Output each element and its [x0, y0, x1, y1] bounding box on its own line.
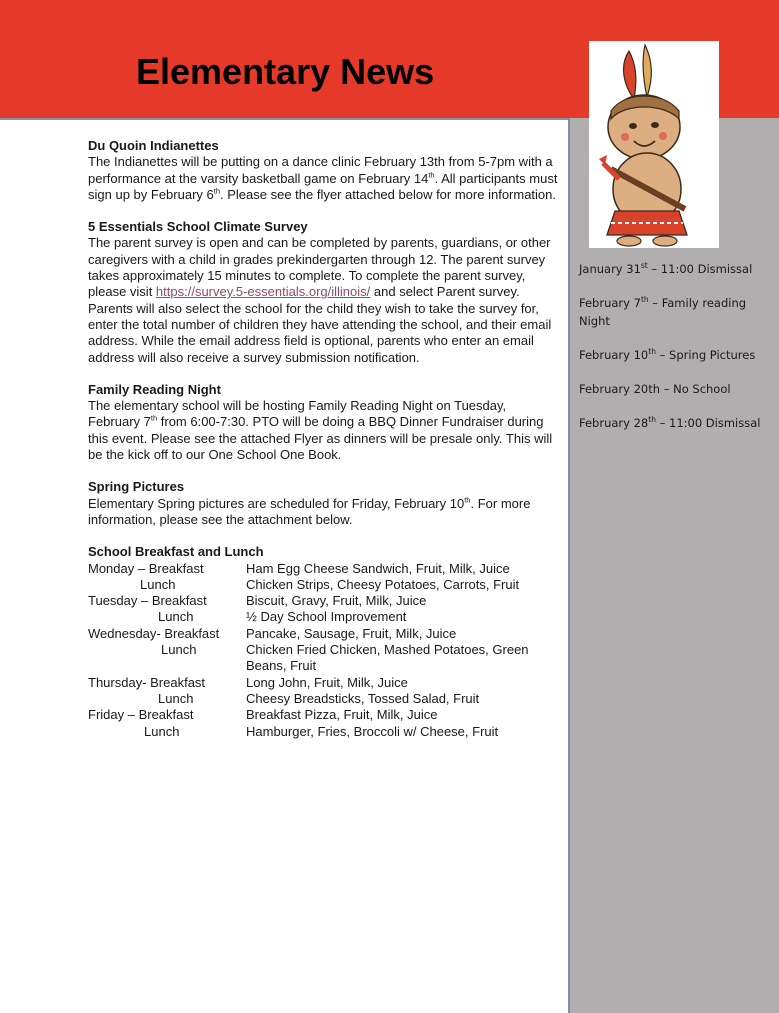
reading-night-section [88, 382, 558, 463]
survey-section [88, 219, 558, 366]
section-body: The Indianettes will be putting on a dance clinic February 13th from 5-7pm with a performance at the varsity basketball game on February 14th. All participants must sign up by February 6th. Please see the flyer attached below for more information. [88, 154, 558, 202]
events-list [579, 260, 769, 448]
event-item: February 20th – No School [579, 382, 731, 396]
section-heading: Spring Pictures [88, 479, 185, 495]
section-body: The elementary school will be hosting Family Reading Night on Tuesday, February 7th from 6:00-7:30. PTO will be doing a BBQ Dinner Fundraiser during this event. Please see the attached Flyer as dinners will be presale only. This will be the kick off to our One School One Book. [88, 398, 553, 463]
menu-row [88, 642, 558, 675]
menu-day-label: Lunch [158, 609, 194, 625]
section-heading: 5 Essentials School Climate Survey [88, 219, 308, 235]
header-divider [0, 118, 569, 120]
menu-section [88, 544, 558, 740]
menu-row [88, 724, 558, 740]
menu-row [88, 626, 558, 642]
sidebar [568, 118, 779, 1013]
menu-row [88, 609, 558, 625]
menu-food: Biscuit, Gravy, Fruit, Milk, Juice [246, 593, 427, 609]
menu-food: Long John, Fruit, Milk, Juice [246, 674, 408, 690]
menu-food: Chicken Fried Chicken, Mashed Potatoes, Green Beans, Fruit [246, 642, 529, 674]
menu-food: Pancake, Sausage, Fruit, Milk, Juice [246, 625, 457, 641]
survey-link[interactable]: https://survey.5-essentials.org/illinois/ [155, 284, 371, 300]
menu-row [88, 707, 558, 723]
menu-day-label: Tuesday – Breakfast [88, 593, 207, 609]
event-item: January 31st – 11:00 Dismissal [579, 261, 753, 276]
menu-row [88, 675, 558, 691]
menu-day-label: Lunch [158, 690, 194, 706]
menu-day-label: Monday – Breakfast [88, 560, 204, 576]
menu-day-label: Friday – Breakfast [88, 707, 194, 723]
event-item: February 28th – 11:00 Dismissal [579, 415, 761, 430]
section-body: The parent survey is open and can be completed by parents, guardians, or other caregivers with a child in grades prekindergarten through 12. The parent survey takes approximately 15 minutes to complete. To complete the parent survey, please visit https://survey.5-essentials.org/illinois/ and select Parent survey. Parents will also select the school for the child they wish to take the survey for, enter the total number of children they have attending the school, and their email address. While the email address field is optional, parents who enter an email address will also receive a survey submission notification. [88, 235, 552, 365]
mascot-image [589, 41, 719, 248]
main-content [88, 138, 558, 756]
menu-food: Hamburger, Fries, Broccoli w/ Cheese, Fruit [246, 723, 499, 739]
section-heading: School Breakfast and Lunch [88, 544, 264, 560]
menu-row [88, 561, 558, 577]
menu-food: Chicken Strips, Cheesy Potatoes, Carrots, Fruit [246, 576, 520, 592]
menu-food: Breakfast Pizza, Fruit, Milk, Juice [246, 707, 438, 723]
section-body: Elementary Spring pictures are scheduled for Friday, February 10th. For more information, please see the attachment below. [88, 495, 531, 527]
menu-table [88, 561, 558, 740]
event-item: February 10th – Spring Pictures [579, 347, 756, 362]
indian-mascot-icon [589, 41, 719, 248]
page-title: Elementary News [136, 51, 435, 92]
menu-row [88, 577, 558, 593]
menu-row [88, 691, 558, 707]
menu-day-label: Thursday- Breakfast [88, 674, 206, 690]
menu-food: ½ Day School Improvement [246, 609, 407, 625]
menu-row [88, 593, 558, 609]
indianettes-section [88, 138, 558, 203]
menu-day-label: Lunch [161, 642, 197, 658]
section-heading: Du Quoin Indianettes [88, 138, 219, 153]
spring-pictures-section [88, 479, 558, 528]
event-item: February 7th – Family reading Night [579, 295, 747, 328]
menu-day-label: Lunch [144, 723, 180, 739]
section-heading: Family Reading Night [88, 381, 221, 397]
menu-food: Cheesy Breadsticks, Tossed Salad, Fruit [246, 690, 480, 706]
menu-day-label: Wednesday- Breakfast [88, 625, 220, 641]
menu-day-label: Lunch [140, 576, 176, 592]
menu-food: Ham Egg Cheese Sandwich, Fruit, Milk, Juice [246, 560, 510, 576]
